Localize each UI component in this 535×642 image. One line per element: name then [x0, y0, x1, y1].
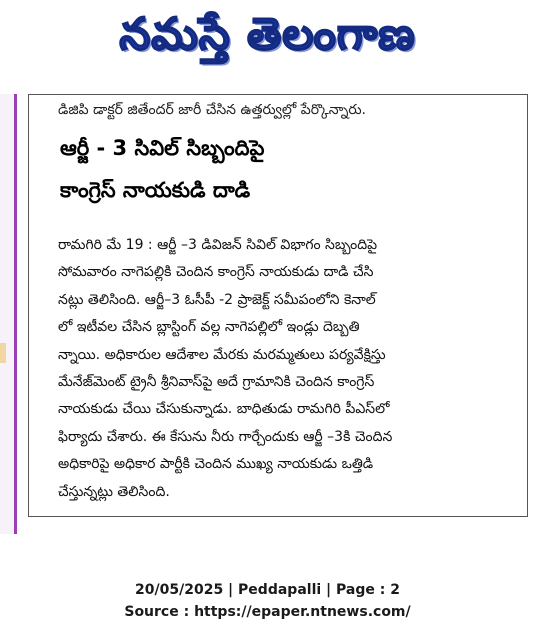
article-line: చేస్తున్నట్లు తెలిసింది.	[58, 483, 170, 500]
article-line: లో ఇటీవల చేసిన బ్లాస్టింగ్ వల్ల నాగెపల్లిలో ఇండ్లు దెబ్బతి	[58, 319, 360, 336]
footer-source-line: Source : https://epaper.ntnews.com/	[124, 604, 411, 620]
article-line: నాయకుడు చేయి చేసుకున్నాడు. బాధితుడు రామగిరి పీఎస్‌లో	[58, 401, 390, 418]
article-line: న్నాయి. అధికారుల ఆదేశాల మేరకు మరమ్మతులు పర్యవేక్షిస్తు	[58, 346, 386, 363]
article-line: రామగిరి మే 19 : ఆర్జీ –3 డివిజన్ సివిల్ విభాగం సిబ్బందిపై	[58, 237, 378, 253]
footer-date-line: 20/05/2025 | Peddapalli | Page : 2	[135, 582, 400, 598]
adjacent-column-tab	[0, 343, 6, 363]
masthead	[0, 0, 535, 76]
article-line: సోమవారం నాగెపల్లికి చెందిన కాంగ్రెస్ నాయకుడు దాడి చేసి	[58, 264, 374, 281]
article-body	[58, 232, 518, 506]
adjacent-column-edge	[0, 94, 17, 534]
article-line: నట్లు తెలిసింది. ఆర్జీ–3 ఓసీపీ -2 ప్రాజెక్ట్ సమీపంలోని కెనాల్	[58, 291, 376, 308]
previous-article-tail: డిజిపి డాక్టర్ జితేందర్ జారీ చేసిన ఉత్తర్వుల్లో పేర్కొన్నారు.	[58, 102, 366, 118]
headline-line-2: కాంగ్రెస్ నాయకుడి దాడి	[60, 178, 251, 202]
masthead-title: నమస్తే తెలంగాణ	[119, 9, 416, 60]
article-line: మేనేజ్‌మెంట్ ట్రైనీ శ్రీనివాస్‌పై అదే గ్రామానికి చెందిన కాంగ్రెస్	[58, 374, 375, 391]
article-line: ఫిర్యాదు చేశారు. ఈ కేసును నీరు గార్చేందుకు ఆర్జీ –3కి చెందిన	[58, 428, 393, 445]
article-line: అధికారిపై అధికార పార్టీకి చెందిన ముఖ్య నాయకుడు ఒత్తిడి	[58, 456, 374, 473]
headline-line-1: ఆర్జీ - 3 సివిల్ సిబ్బందిపై	[60, 136, 265, 160]
